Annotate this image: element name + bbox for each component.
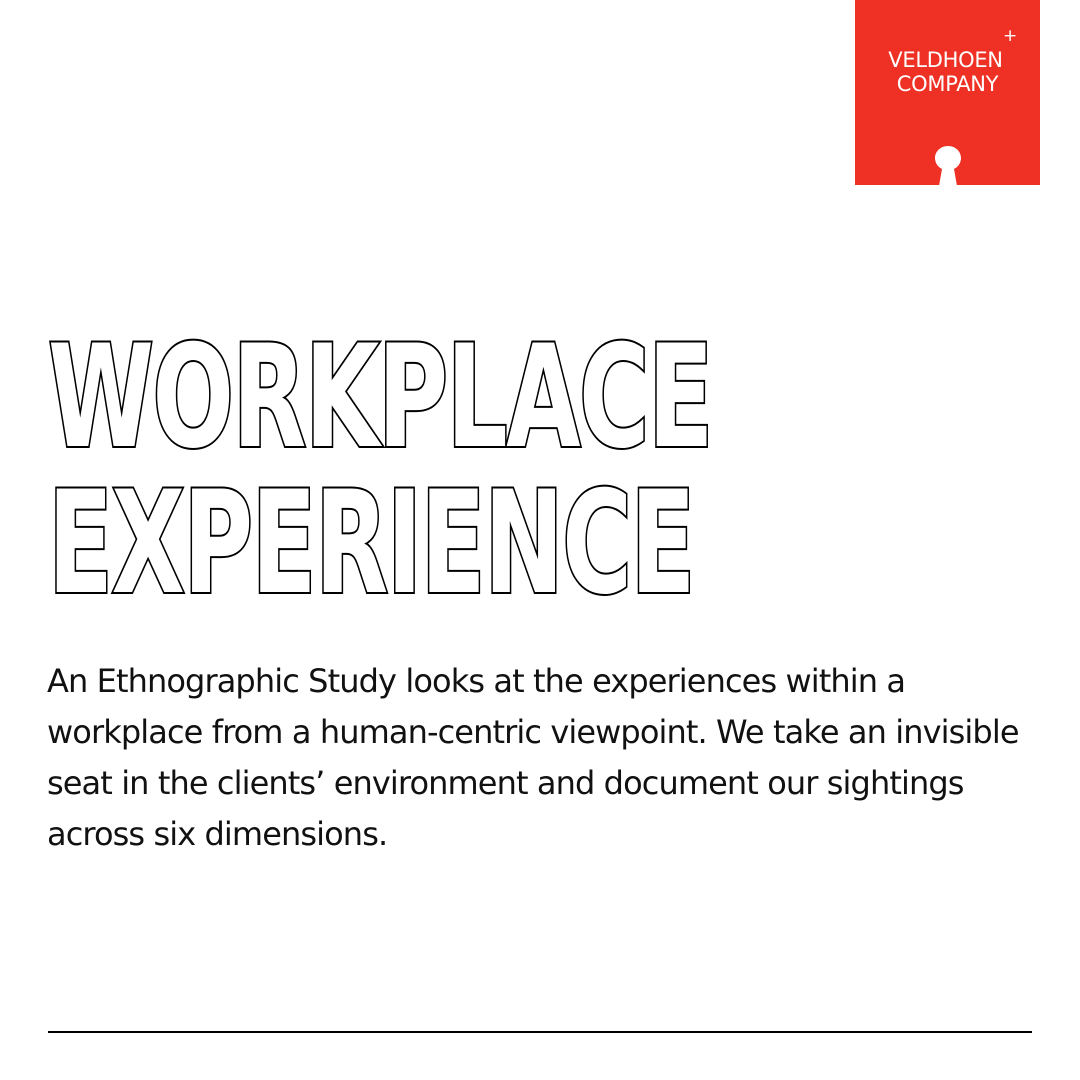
headline-line1: WORKPLACE — [48, 315, 712, 480]
headline-line2: EXPERIENCE — [48, 461, 694, 626]
brand-name-line2: COMPANY — [896, 72, 999, 96]
headline — [46, 315, 806, 626]
keyhole-icon — [932, 144, 964, 185]
brand-name-line1: VELDHOEN — [888, 48, 1003, 72]
bottom-divider — [48, 1031, 1032, 1033]
brand-logo — [855, 0, 1040, 185]
brand-plus-mark: + — [1003, 26, 1018, 46]
description-paragraph: An Ethnographic Study looks at the experiences within a workplace from a human-centric viewpoint. We take an invisible seat in the clients’ environment and document our sightings across six dimensions. — [47, 662, 1019, 853]
